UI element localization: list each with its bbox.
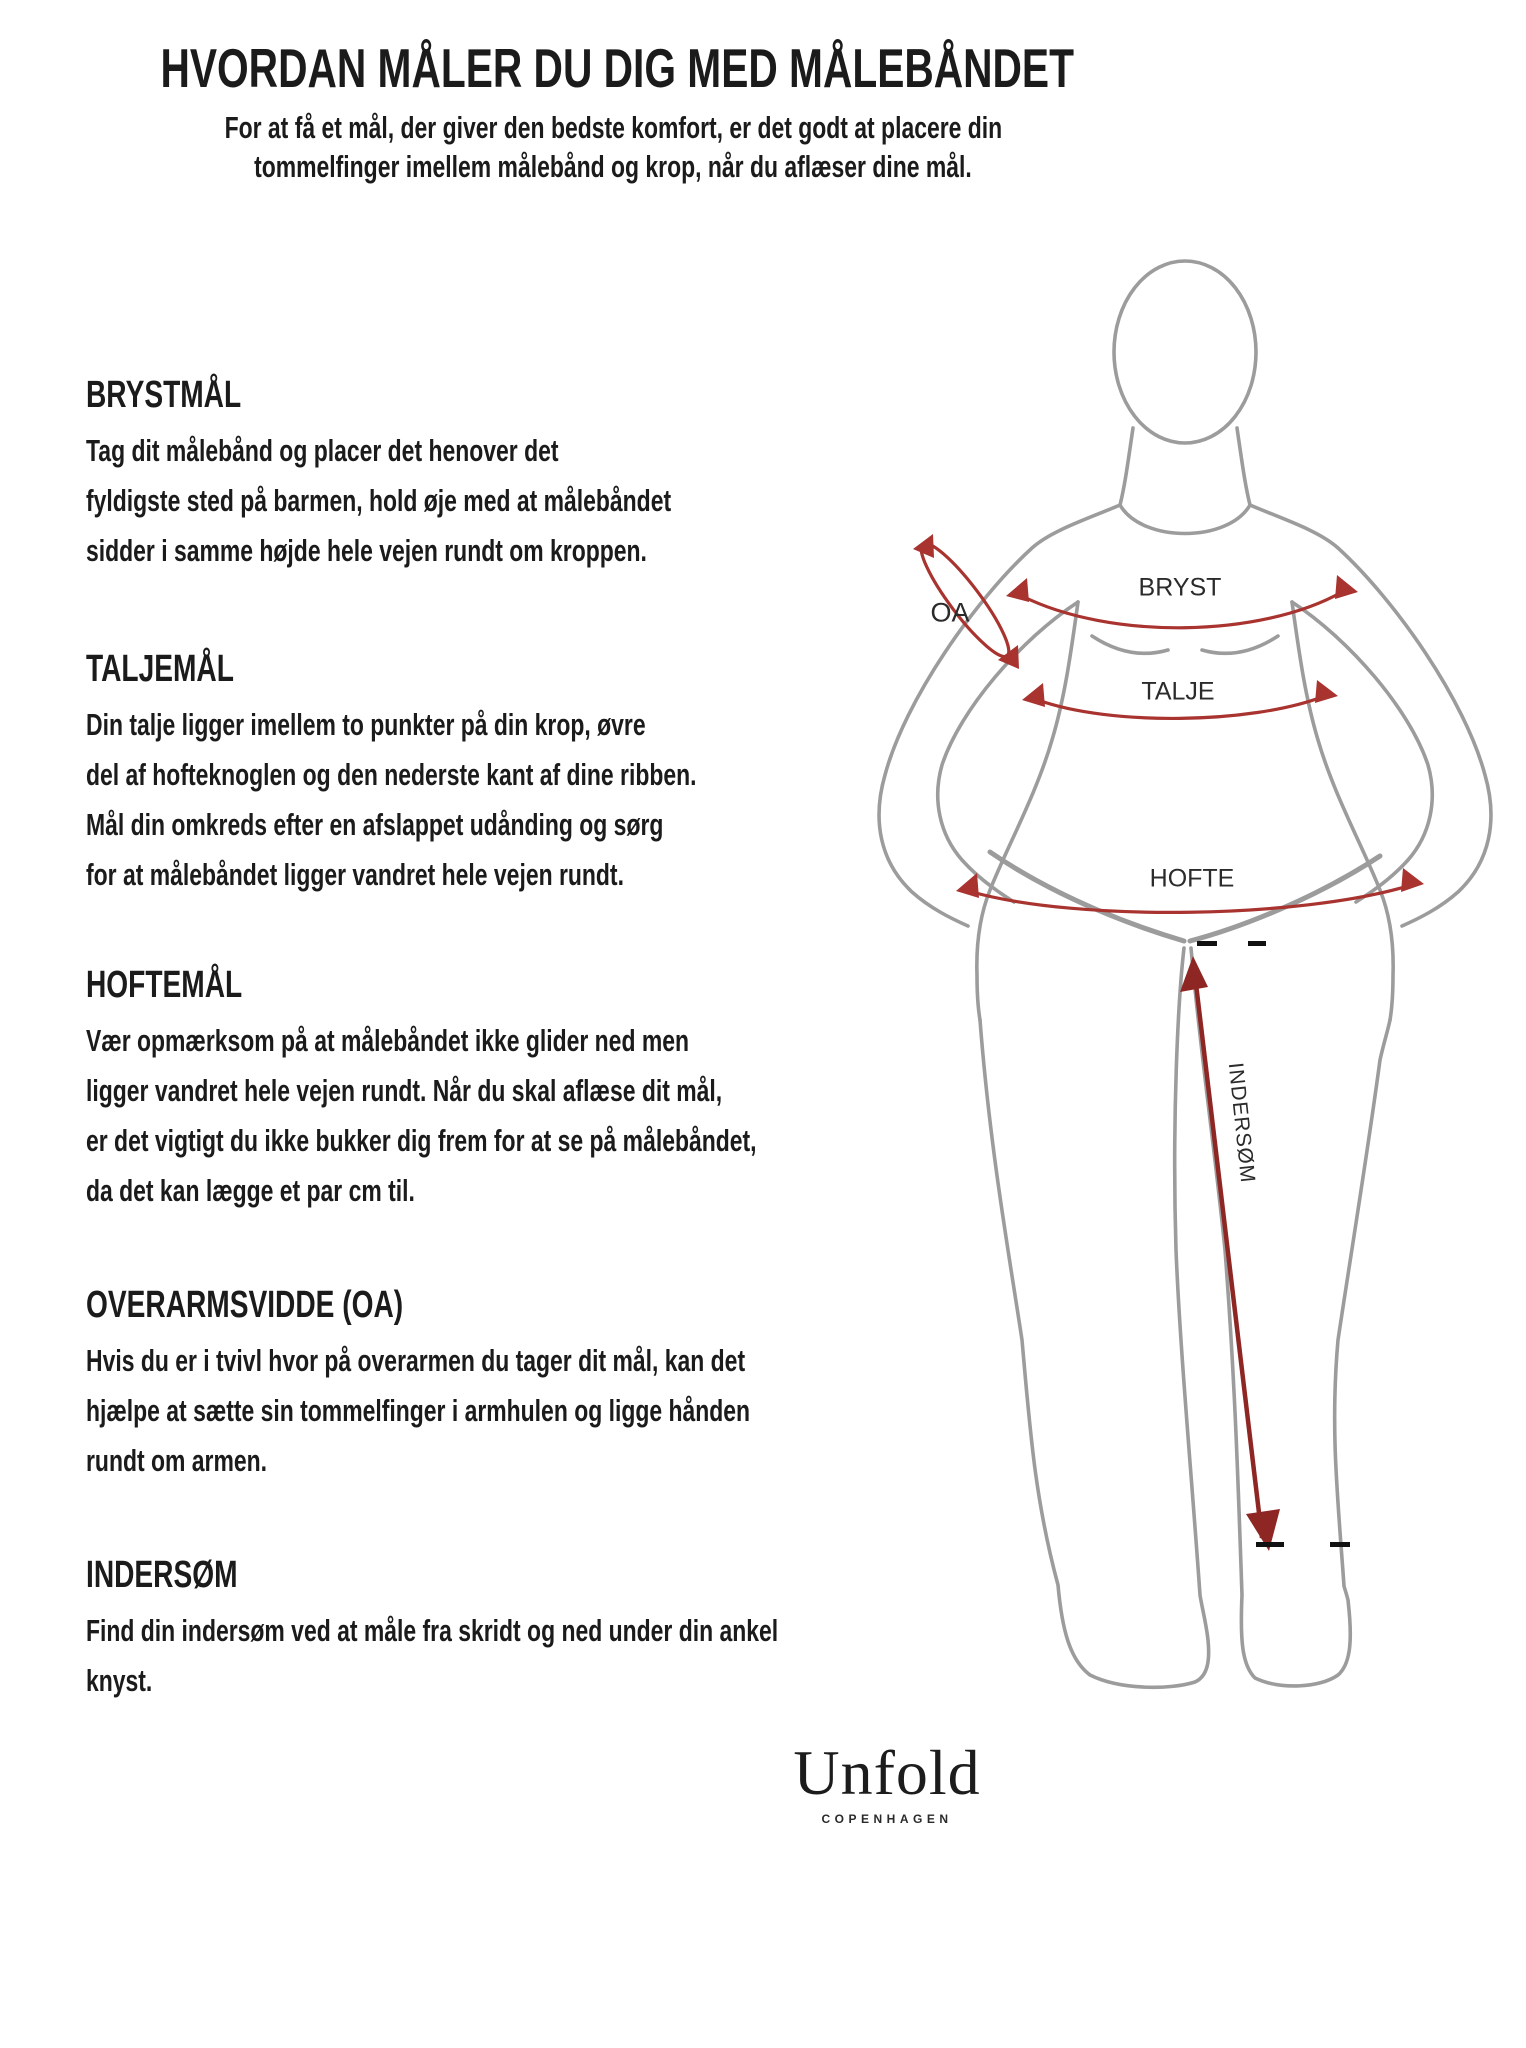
body-line: Hvis du er i tvivl hvor på overarmen du tager dit mål, kan det xyxy=(86,1343,746,1378)
body-line: hjælpe at sætte sin tommelfinger i armhulen og ligge hånden xyxy=(86,1393,751,1428)
neck-right xyxy=(1237,428,1250,505)
body-line: ligger vandret hele vejen rundt. Når du skal aflæse dit mål, xyxy=(86,1073,723,1108)
reference-dashes xyxy=(1197,941,1350,1547)
hofte-arrowhead-right xyxy=(1401,868,1424,892)
body-line: Tag dit målebånd og placer det henover det xyxy=(86,433,559,468)
torso-left xyxy=(977,602,1078,1020)
bust-right xyxy=(1202,636,1278,653)
bryst-arrowhead-right xyxy=(1335,575,1358,599)
body-line: for at målebåndet ligger vandret hele vejen rundt. xyxy=(86,857,624,892)
figure-outline xyxy=(879,261,1491,1687)
left-leg-outline xyxy=(980,948,1209,1687)
left-arm-outer xyxy=(879,505,1120,926)
crotch-dash-right xyxy=(1248,941,1266,946)
ankle-dash-right xyxy=(1330,1542,1350,1547)
oa-label: OA xyxy=(930,597,970,628)
subtitle-line: For at få et mål, der giver den bedste komfort, er det godt at placere din xyxy=(224,110,1002,145)
indersoem-label: INDERSØM xyxy=(1223,1061,1260,1185)
logo-city-text: COPENHAGEN xyxy=(821,1812,953,1826)
right-leg-outline xyxy=(1191,948,1390,1686)
section-heading: HOFTEMÅL xyxy=(86,964,243,1006)
section-heading: INDERSØM xyxy=(86,1554,238,1596)
torso-right xyxy=(1292,602,1393,1020)
bryst-label: BRYST xyxy=(1138,573,1222,602)
bryst-arrowhead-left xyxy=(1006,578,1029,602)
page-title-text: HVORDAN MÅLER DU DIG MED MÅLEBÅNDET xyxy=(160,37,1074,99)
crotch-dash-left xyxy=(1197,941,1217,946)
section-heading: TALJEMÅL xyxy=(86,648,234,690)
neck-left xyxy=(1120,428,1133,505)
body-line: Find din indersøm ved at måle fra skridt og ned under din ankel xyxy=(86,1613,779,1648)
collar xyxy=(1120,505,1250,534)
hofte-arrowhead-left xyxy=(956,873,979,898)
body-line: Din talje ligger imellem to punkter på din krop, øvre xyxy=(86,707,646,742)
brand-logo xyxy=(587,1738,1187,1826)
body-line: Vær opmærksom på at målebåndet ikke glider ned men xyxy=(86,1023,689,1058)
section-heading: BRYSTMÅL xyxy=(86,374,242,416)
body-line: da det kan lægge et par cm til. xyxy=(86,1173,415,1208)
section-heading: OVERARMSVIDDE (OA) xyxy=(86,1284,404,1326)
body-line: knyst. xyxy=(86,1663,153,1698)
right-arm-inner xyxy=(1292,602,1432,902)
ankle-dash-left xyxy=(1256,1542,1284,1547)
bust-left xyxy=(1092,636,1168,653)
head-outline xyxy=(1114,261,1256,443)
body-line: er det vigtigt du ikke bukker dig frem for at se på målebåndet, xyxy=(86,1123,757,1158)
body-line: del af hofteknoglen og den nederste kant af dine ribben. xyxy=(86,757,697,792)
talje-arrowhead-right xyxy=(1315,680,1338,703)
talje-arrowhead-left xyxy=(1022,683,1045,707)
hofte-label: HOFTE xyxy=(1149,864,1235,893)
body-line: sidder i samme højde hele vejen rundt om kroppen. xyxy=(86,533,647,568)
body-line: rundt om armen. xyxy=(86,1443,267,1478)
body-line: Mål din omkreds efter en afslappet udånding og sørg xyxy=(86,807,664,842)
logo-wordmark: Unfold xyxy=(793,1737,981,1808)
body-line: fyldigste sted på barmen, hold øje med at målebåndet xyxy=(86,483,672,518)
subtitle-line: tommelfinger imellem målebånd og krop, når du aflæser dine mål. xyxy=(254,149,972,184)
talje-label: TALJE xyxy=(1141,677,1215,706)
